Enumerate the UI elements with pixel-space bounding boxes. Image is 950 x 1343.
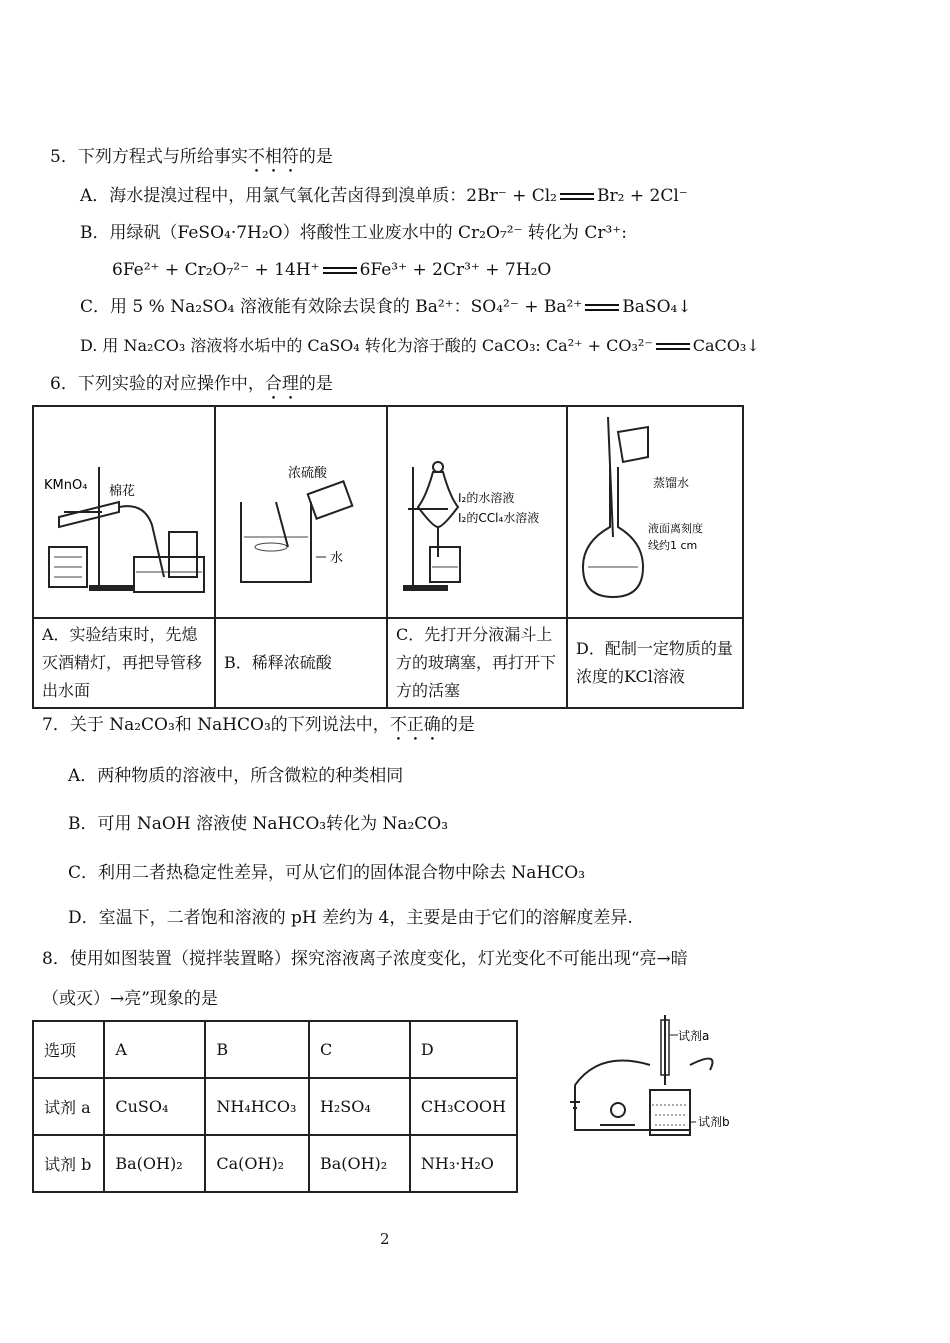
table-header-cell: A xyxy=(104,1021,205,1078)
volumetric-flask-illustration xyxy=(568,407,742,617)
gas-collection-apparatus-illustration xyxy=(34,407,214,617)
q5-option-b-equation: 6Fe²⁺ + Cr₂O₇²⁻ + 14H⁺ 6Fe³⁺ + 2Cr³⁺ + 7H₂O xyxy=(112,260,552,280)
q6-cell-a-image xyxy=(33,406,215,618)
table-cell: CuSO₄ xyxy=(104,1078,205,1135)
q7-option-a: A．两种物质的溶液中，所含微粒的种类相同 xyxy=(68,766,404,786)
q5-option-b: B．用绿矾（FeSO₄·7H₂O）将酸性工业废水中的 Cr₂O₇²⁻ 转化为 Cr³⁺: xyxy=(80,223,627,243)
q6-table xyxy=(32,405,744,709)
kmno4-label: KMnO₄ xyxy=(44,478,88,493)
table-row xyxy=(33,1078,517,1135)
table-cell: 试剂 b xyxy=(33,1135,104,1192)
q6-caption-d: D．配制一定物质的量浓度的KCl溶液 xyxy=(567,618,743,708)
q5-stem: 5．下列方程式与所给事实不相符的是 xyxy=(50,147,333,167)
q6-cell-c-image xyxy=(387,406,567,618)
equals-sign xyxy=(656,343,690,350)
table-cell: 试剂 a xyxy=(33,1078,104,1135)
q5-option-d: D. 用 Na₂CO₃ 溶液将水垢中的 CaSO₄ 转化为溶于酸的 CaCO₃: Ca²⁺ + CO₃²⁻ CaCO₃↓ xyxy=(80,336,760,355)
equals-sign xyxy=(585,304,619,311)
iodine-ccl4-label: I₂的CCl₄水溶液 xyxy=(458,511,540,525)
table-cell: NH₄HCO₃ xyxy=(205,1078,309,1135)
acid-dilution-illustration xyxy=(216,407,386,617)
mark-label-2: 线约1 cm xyxy=(648,539,698,552)
q5-emphasis: 不相符 xyxy=(247,147,299,167)
page-number: 2 xyxy=(380,1230,390,1248)
reagent-a-label: 试剂a xyxy=(678,1029,710,1043)
table-header-cell: B xyxy=(205,1021,309,1078)
q7-emphasis: 不正确 xyxy=(389,715,441,735)
q6-stem: 6．下列实验的对应操作中，合理的是 xyxy=(50,374,333,394)
q7-stem: 7．关于 Na₂CO₃和 NaHCO₃的下列说法中，不正确的是 xyxy=(42,715,475,735)
q7-option-c: C．利用二者热稳定性差异，可从它们的固体混合物中除去 NaHCO₃ xyxy=(68,863,586,883)
conductivity-circuit-illustration xyxy=(560,1010,760,1160)
q6-caption-a: A．实验结束时，先熄灭酒精灯，再把导管移出水面 xyxy=(33,618,215,708)
cotton-label: 棉花 xyxy=(109,484,136,499)
q8-stem-line2: （或灭）→亮”现象的是 xyxy=(42,989,218,1009)
mark-label-1: 液面离刻度 xyxy=(648,522,703,535)
concentrated-acid-label: 浓硫酸 xyxy=(288,466,328,481)
q5-option-c: C．用 5 % Na₂SO₄ 溶液能有效除去误食的 Ba²⁺：SO₄²⁻ + Ba²⁺ BaSO₄↓ xyxy=(80,297,692,317)
q5-option-a: A．海水提溴过程中，用氯气氧化苦卤得到溴单质：2Br⁻ + Cl₂ Br₂ + 2Cl⁻ xyxy=(80,186,688,206)
q6-cell-b-image xyxy=(215,406,387,618)
table-header-cell: D xyxy=(410,1021,517,1078)
table-header-cell: 选项 xyxy=(33,1021,104,1078)
q7-option-b: B．可用 NaOH 溶液使 NaHCO₃转化为 Na₂CO₃ xyxy=(68,814,449,834)
table-cell: Ca(OH)₂ xyxy=(205,1135,309,1192)
table-cell: CH₃COOH xyxy=(410,1078,517,1135)
reagent-b-label: 试剂b xyxy=(698,1115,730,1129)
q8-stem-line1: 8．使用如图装置（搅拌装置略）探究溶液离子浓度变化，灯光变化不可能出现“亮→暗 xyxy=(42,949,688,969)
q6-caption-c: C．先打开分液漏斗上方的玻璃塞，再打开下方的活塞 xyxy=(387,618,567,708)
separatory-funnel-illustration xyxy=(388,407,566,617)
distilled-water-label: 蒸馏水 xyxy=(653,476,690,490)
equals-sign xyxy=(323,267,357,274)
table-cell: Ba(OH)₂ xyxy=(309,1135,410,1192)
q7-option-d: D．室温下，二者饱和溶液的 pH 差约为 4，主要是由于它们的溶解度差异. xyxy=(68,908,633,928)
q6-caption-b: B．稀释浓硫酸 xyxy=(215,618,387,708)
table-cell: H₂SO₄ xyxy=(309,1078,410,1135)
q6-cell-d-image xyxy=(567,406,743,618)
table-header-cell: C xyxy=(309,1021,410,1078)
table-cell: Ba(OH)₂ xyxy=(104,1135,205,1192)
table-cell: NH₃·H₂O xyxy=(410,1135,517,1192)
water-label: 水 xyxy=(330,551,344,566)
table-row xyxy=(33,1135,517,1192)
iodine-aqueous-label: I₂的水溶液 xyxy=(458,491,515,505)
q8-reagent-table xyxy=(32,1020,518,1193)
equals-sign xyxy=(560,193,594,200)
q6-emphasis: 合理 xyxy=(264,374,299,394)
